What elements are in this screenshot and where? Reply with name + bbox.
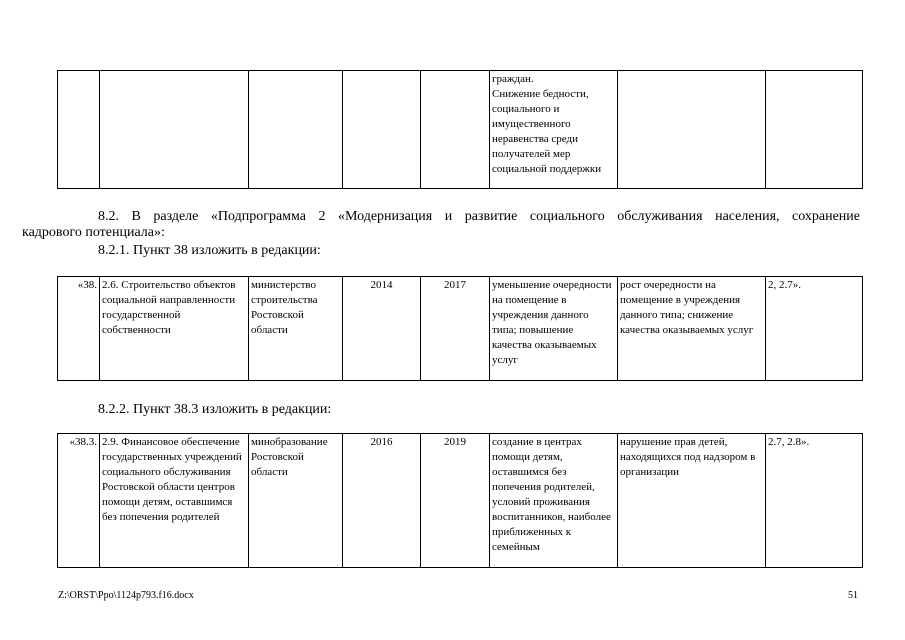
continuation-table [57,70,863,189]
table-row [58,71,863,189]
cell-link: 2, 2.7». [766,277,863,381]
cell-start: 2014 [343,277,421,381]
row-38-3-table [57,433,863,568]
table-row [58,277,863,381]
cell-number [58,71,100,189]
cell-executor [249,71,343,189]
cell-end: 2019 [421,434,490,568]
cell-link [766,71,863,189]
item-8-2-2: 8.2.2. Пункт 38.3 изложить в редакции: [98,402,332,417]
cell-end [421,71,490,189]
cell-name: 2.6. Строительство объектов социальной направленности государственной собственности [100,277,249,381]
cell-result: создание в центрах помощи детям, оставшимся без попечения родителей, условий проживания воспитанников, наиболее приближенных к семейным [490,434,618,568]
footer-file-path: Z:\ORST\Ppo\1124p793.f16.docx [58,590,194,601]
cell-consequence [618,71,766,189]
cell-number: «38. [58,277,100,381]
cell-name: 2.9. Финансовое обеспечение государственных учреждений социального обслуживания Ростовской области центров помощи детям, оставшимся без попечения родителей [100,434,249,568]
cell-start [343,71,421,189]
cell-end: 2017 [421,277,490,381]
section-8-2-line1: 8.2. В разделе «Подпрограмма 2 «Модернизация и развитие социального обслуживания населения, сохранение [98,209,860,224]
cell-result: граждан. Снижение бедности, социального и имущественного неравенства среди получателей мер социальной поддержки [490,71,618,189]
cell-number: «38.3. [58,434,100,568]
table-row [58,434,863,568]
cell-consequence: нарушение прав детей, находящихся под надзором в организации [618,434,766,568]
cell-start: 2016 [343,434,421,568]
cell-executor: минобразование Ростовской области [249,434,343,568]
item-8-2-1: 8.2.1. Пункт 38 изложить в редакции: [98,243,321,258]
section-8-2-line2: кадрового потенциала»: [22,225,165,240]
row-38-table [57,276,863,381]
cell-name [100,71,249,189]
page-number: 51 [848,590,858,601]
cell-executor: министерство строительства Ростовской области [249,277,343,381]
cell-consequence: рост очередности на помещение в учреждения данного типа; снижение качества оказываемых услуг [618,277,766,381]
section-8-2-paragraph [22,209,860,241]
cell-link: 2.7, 2.8». [766,434,863,568]
cell-result: уменьшение очередности на помещение в учреждения данного типа; повышение качества оказываемых услуг [490,277,618,381]
